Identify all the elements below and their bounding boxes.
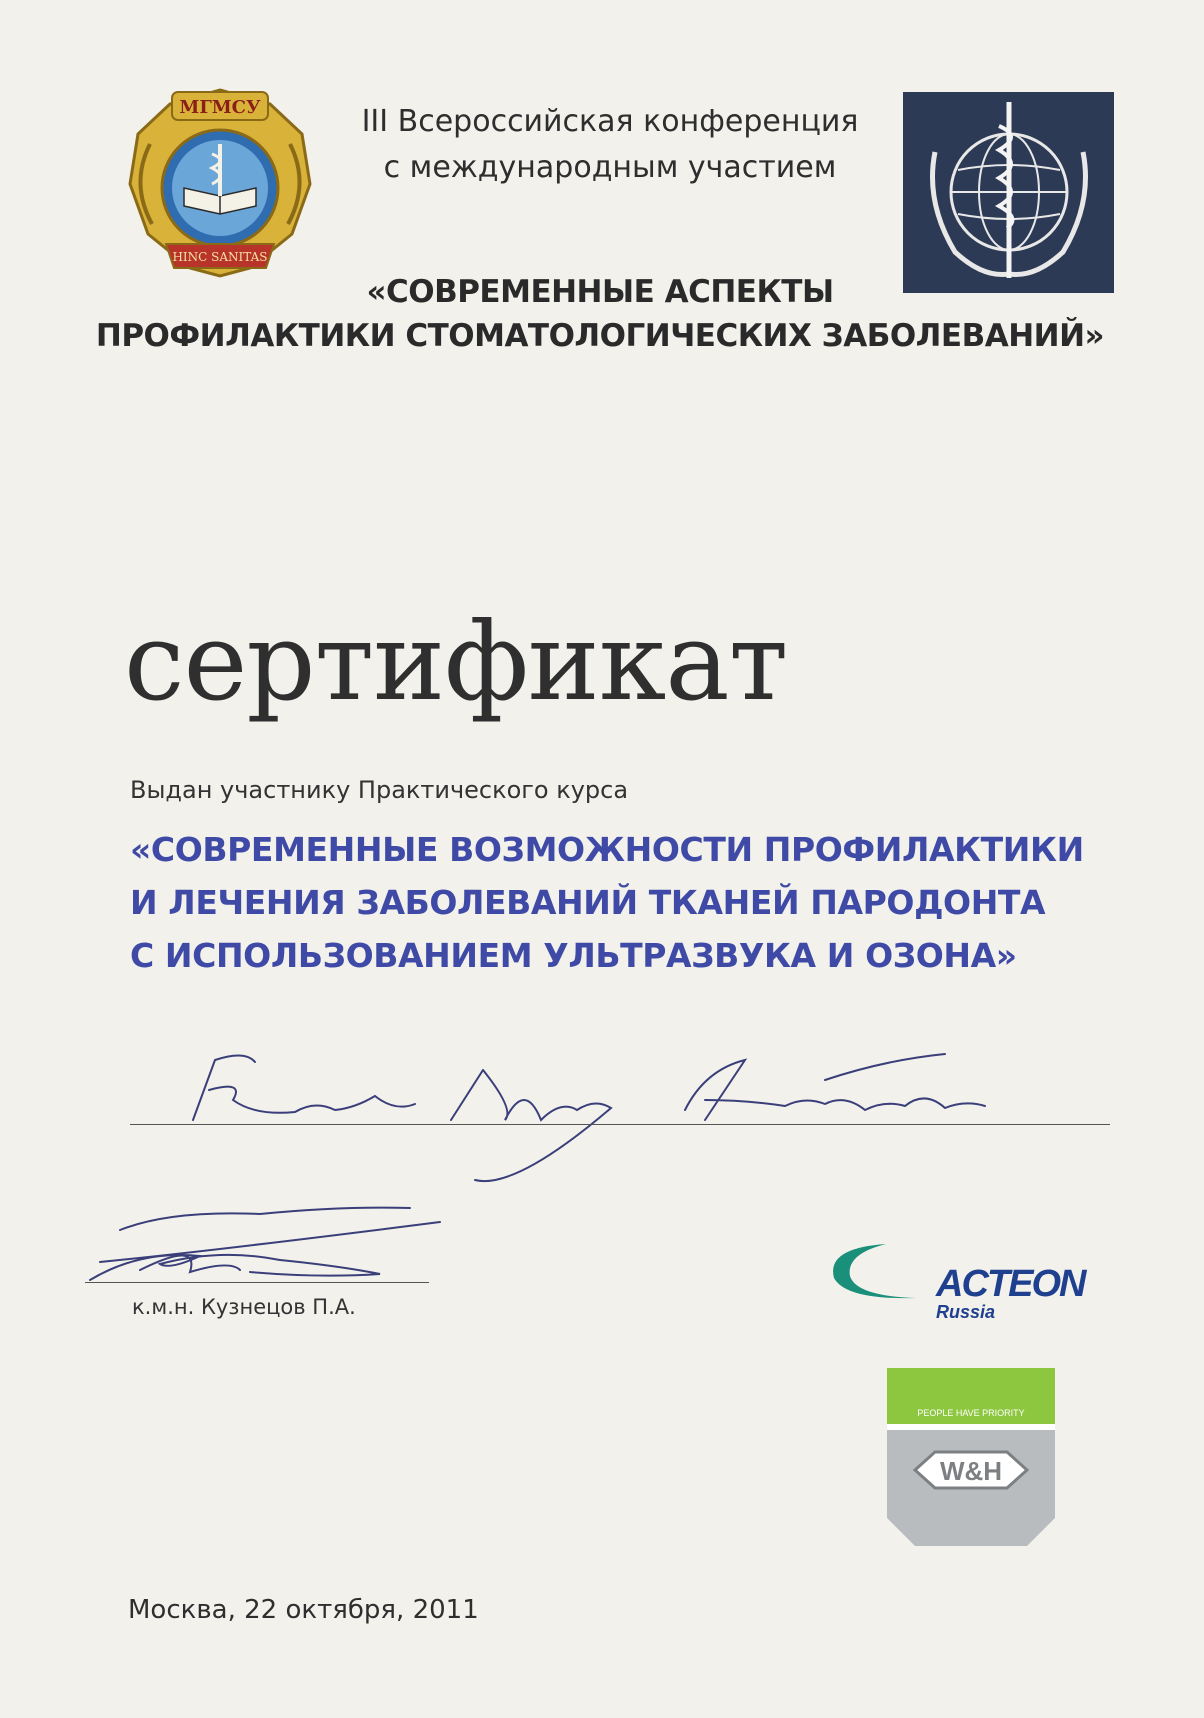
recipient-handwritten-name xyxy=(185,1050,1055,1190)
conference-title-line2: ПРОФИЛАКТИКИ СТОМАТОЛОГИЧЕСКИХ ЗАБОЛЕВАНИЙ» xyxy=(95,318,1105,354)
wh-logo xyxy=(887,1368,1055,1546)
svg-text:W&H: W&H xyxy=(939,1456,1003,1486)
course-title-line1: «СОВРЕМЕННЫЕ ВОЗМОЖНОСТИ ПРОФИЛАКТИКИ xyxy=(130,830,1084,869)
issued-text: Выдан участнику Практического курса xyxy=(130,776,629,804)
course-title-line2: И ЛЕЧЕНИЯ ЗАБОЛЕВАНИЙ ТКАНЕЙ ПАРОДОНТА xyxy=(130,883,1046,922)
conference-subtitle: с международным участием xyxy=(383,150,837,185)
svg-text:PEOPLE HAVE PRIORITY: PEOPLE HAVE PRIORITY xyxy=(917,1408,1025,1418)
certificate-heading: сертификат xyxy=(124,600,788,725)
signer-name: к.м.н. Кузнецов П.А. xyxy=(132,1295,356,1319)
recipient-name-line xyxy=(130,1124,1110,1125)
city-and-date: Москва, 22 октября, 2011 xyxy=(128,1595,479,1625)
conference-title-line1: «СОВРЕМЕННЫЕ АСПЕКТЫ xyxy=(366,274,834,310)
conference-series: III Всероссийская конференция xyxy=(361,104,859,139)
svg-text:HINC SANITAS: HINC SANITAS xyxy=(172,250,268,264)
mgmsu-emblem-icon xyxy=(120,84,320,280)
acteon-logo xyxy=(826,1238,1116,1328)
course-title-line3: С ИСПОЛЬЗОВАНИЕМ УЛЬТРАЗВУКА И ОЗОНА» xyxy=(130,936,1017,975)
svg-text:МГМСУ: МГМСУ xyxy=(179,97,261,118)
svg-text:ACTEON: ACTEON xyxy=(936,1263,1085,1305)
who-emblem-icon xyxy=(903,92,1114,293)
signature-line xyxy=(85,1282,429,1283)
signature-scribble xyxy=(80,1200,460,1310)
svg-text:Russia: Russia xyxy=(936,1302,996,1322)
